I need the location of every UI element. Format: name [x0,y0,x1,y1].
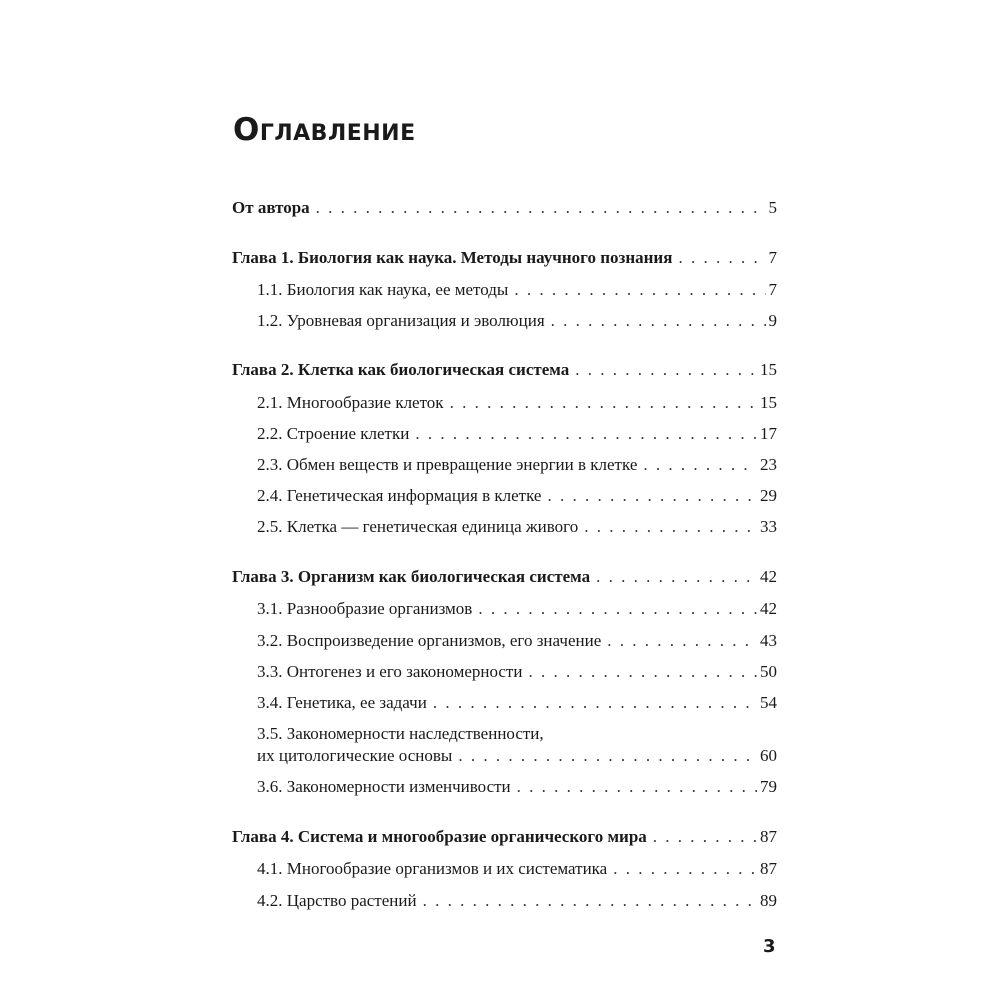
dot-leader [584,516,757,538]
dot-leader [551,310,766,332]
toc-page-number: 60 [760,746,777,765]
toc-page-number: 42 [760,567,777,586]
toc-entry-section-1-1[interactable] [257,279,777,301]
toc-entry-label: Глава 1. Биология как наука. Методы научного познания [232,248,673,267]
dot-leader [678,247,765,269]
toc-entry-label: 3.6. Закономерности изменчивости [257,777,511,796]
dot-leader [575,359,757,381]
toc-entry-section-2-4[interactable] [257,485,777,507]
dot-leader [596,566,757,588]
toc-page-number: 42 [760,599,777,618]
toc-entry-section-3-5[interactable] [257,745,777,767]
toc-entry-label: 2.1. Многообразие клеток [257,393,444,412]
toc-entry-from-author[interactable] [232,197,777,219]
toc-entry-label: 4.2. Царство растений [257,891,417,910]
toc-entry-label: 2.2. Строение клетки [257,424,410,443]
dot-leader [613,858,757,880]
toc-entry-label: их цитологические основы [257,746,453,765]
toc-entry-section-3-5-first-line[interactable]: 3.5. Закономерности наследственности, [257,724,544,743]
dot-leader [415,423,757,445]
toc-entry-label: От автора [232,198,310,217]
dot-leader [458,745,757,767]
toc-entry-section-2-3[interactable] [257,454,777,476]
toc-page-number: 7 [768,280,777,299]
dot-leader [653,826,757,848]
toc-entry-section-3-1[interactable] [257,598,777,620]
toc-entry-section-1-2[interactable] [257,310,777,332]
toc-entry-section-4-1[interactable] [257,858,777,880]
toc-page-number: 7 [768,248,777,267]
toc-entry-section-4-2[interactable] [257,890,777,912]
toc-page-number: 54 [760,693,777,712]
toc-entry-section-3-4[interactable] [257,692,777,714]
toc-page-number: 87 [760,827,777,846]
toc-page-number: 17 [760,424,777,443]
dot-leader [547,485,757,507]
toc-entry-label: 2.5. Клетка — генетическая единица живого [257,517,579,536]
page-number: 3 [763,936,776,957]
dot-leader [607,630,757,652]
toc-page-number: 89 [760,891,777,910]
toc-entry-label: 2.4. Генетическая информация в клетке [257,486,542,505]
toc-entry-chapter-4[interactable] [232,826,777,848]
dot-leader [528,661,757,683]
toc-page-number: 29 [760,486,777,505]
dot-leader [423,890,757,912]
toc-page-number: 87 [760,859,777,878]
toc-page-number: 79 [760,777,777,796]
toc-entry-label: Глава 4. Система и многообразие органического мира [232,827,647,846]
toc-entry-section-3-6[interactable] [257,776,777,798]
toc-page-number: 23 [760,455,777,474]
dot-leader [433,692,757,714]
toc-entry-chapter-2[interactable] [232,359,777,381]
toc-entry-section-2-5[interactable] [257,516,777,538]
toc-entry-label: 4.1. Многообразие организмов и их систематика [257,859,608,878]
toc-page-number: 15 [760,393,777,412]
toc-page-number: 15 [760,360,777,379]
toc-entry-label: 3.3. Онтогенез и его закономерности [257,662,523,681]
dot-leader [517,776,757,798]
toc-page-number: 5 [768,198,777,217]
toc-entry-section-2-1[interactable] [257,392,777,414]
toc-entry-chapter-1[interactable] [232,247,777,269]
toc-entry-label: 3.1. Разнообразие организмов [257,599,473,618]
dot-leader [514,279,765,301]
dot-leader [316,197,766,219]
toc-page-number: 9 [768,311,777,330]
toc-entry-chapter-3[interactable] [232,566,777,588]
toc-entry-section-3-2[interactable] [257,630,777,652]
page-title: Оглавление [233,112,416,148]
toc-entry-section-2-2[interactable] [257,423,777,445]
dot-leader [450,392,757,414]
toc-entry-section-3-3[interactable] [257,661,777,683]
toc-entry-label: 1.1. Биология как наука, ее методы [257,280,509,299]
toc-entry-label: Глава 3. Организм как биологическая система [232,567,591,586]
toc-page-number: 50 [760,662,777,681]
toc-page-number: 33 [760,517,777,536]
toc-entry-label: Глава 2. Клетка как биологическая система [232,360,570,379]
toc-entry-label: 3.2. Воспроизведение организмов, его значение [257,631,602,650]
toc-entry-label: 1.2. Уровневая организация и эволюция [257,311,545,330]
dot-leader [478,598,757,620]
dot-leader [643,454,757,476]
toc-page-number: 43 [760,631,777,650]
toc-entry-label: 3.4. Генетика, ее задачи [257,693,427,712]
toc-entry-label: 2.3. Обмен веществ и превращение энергии в клетке [257,455,638,474]
